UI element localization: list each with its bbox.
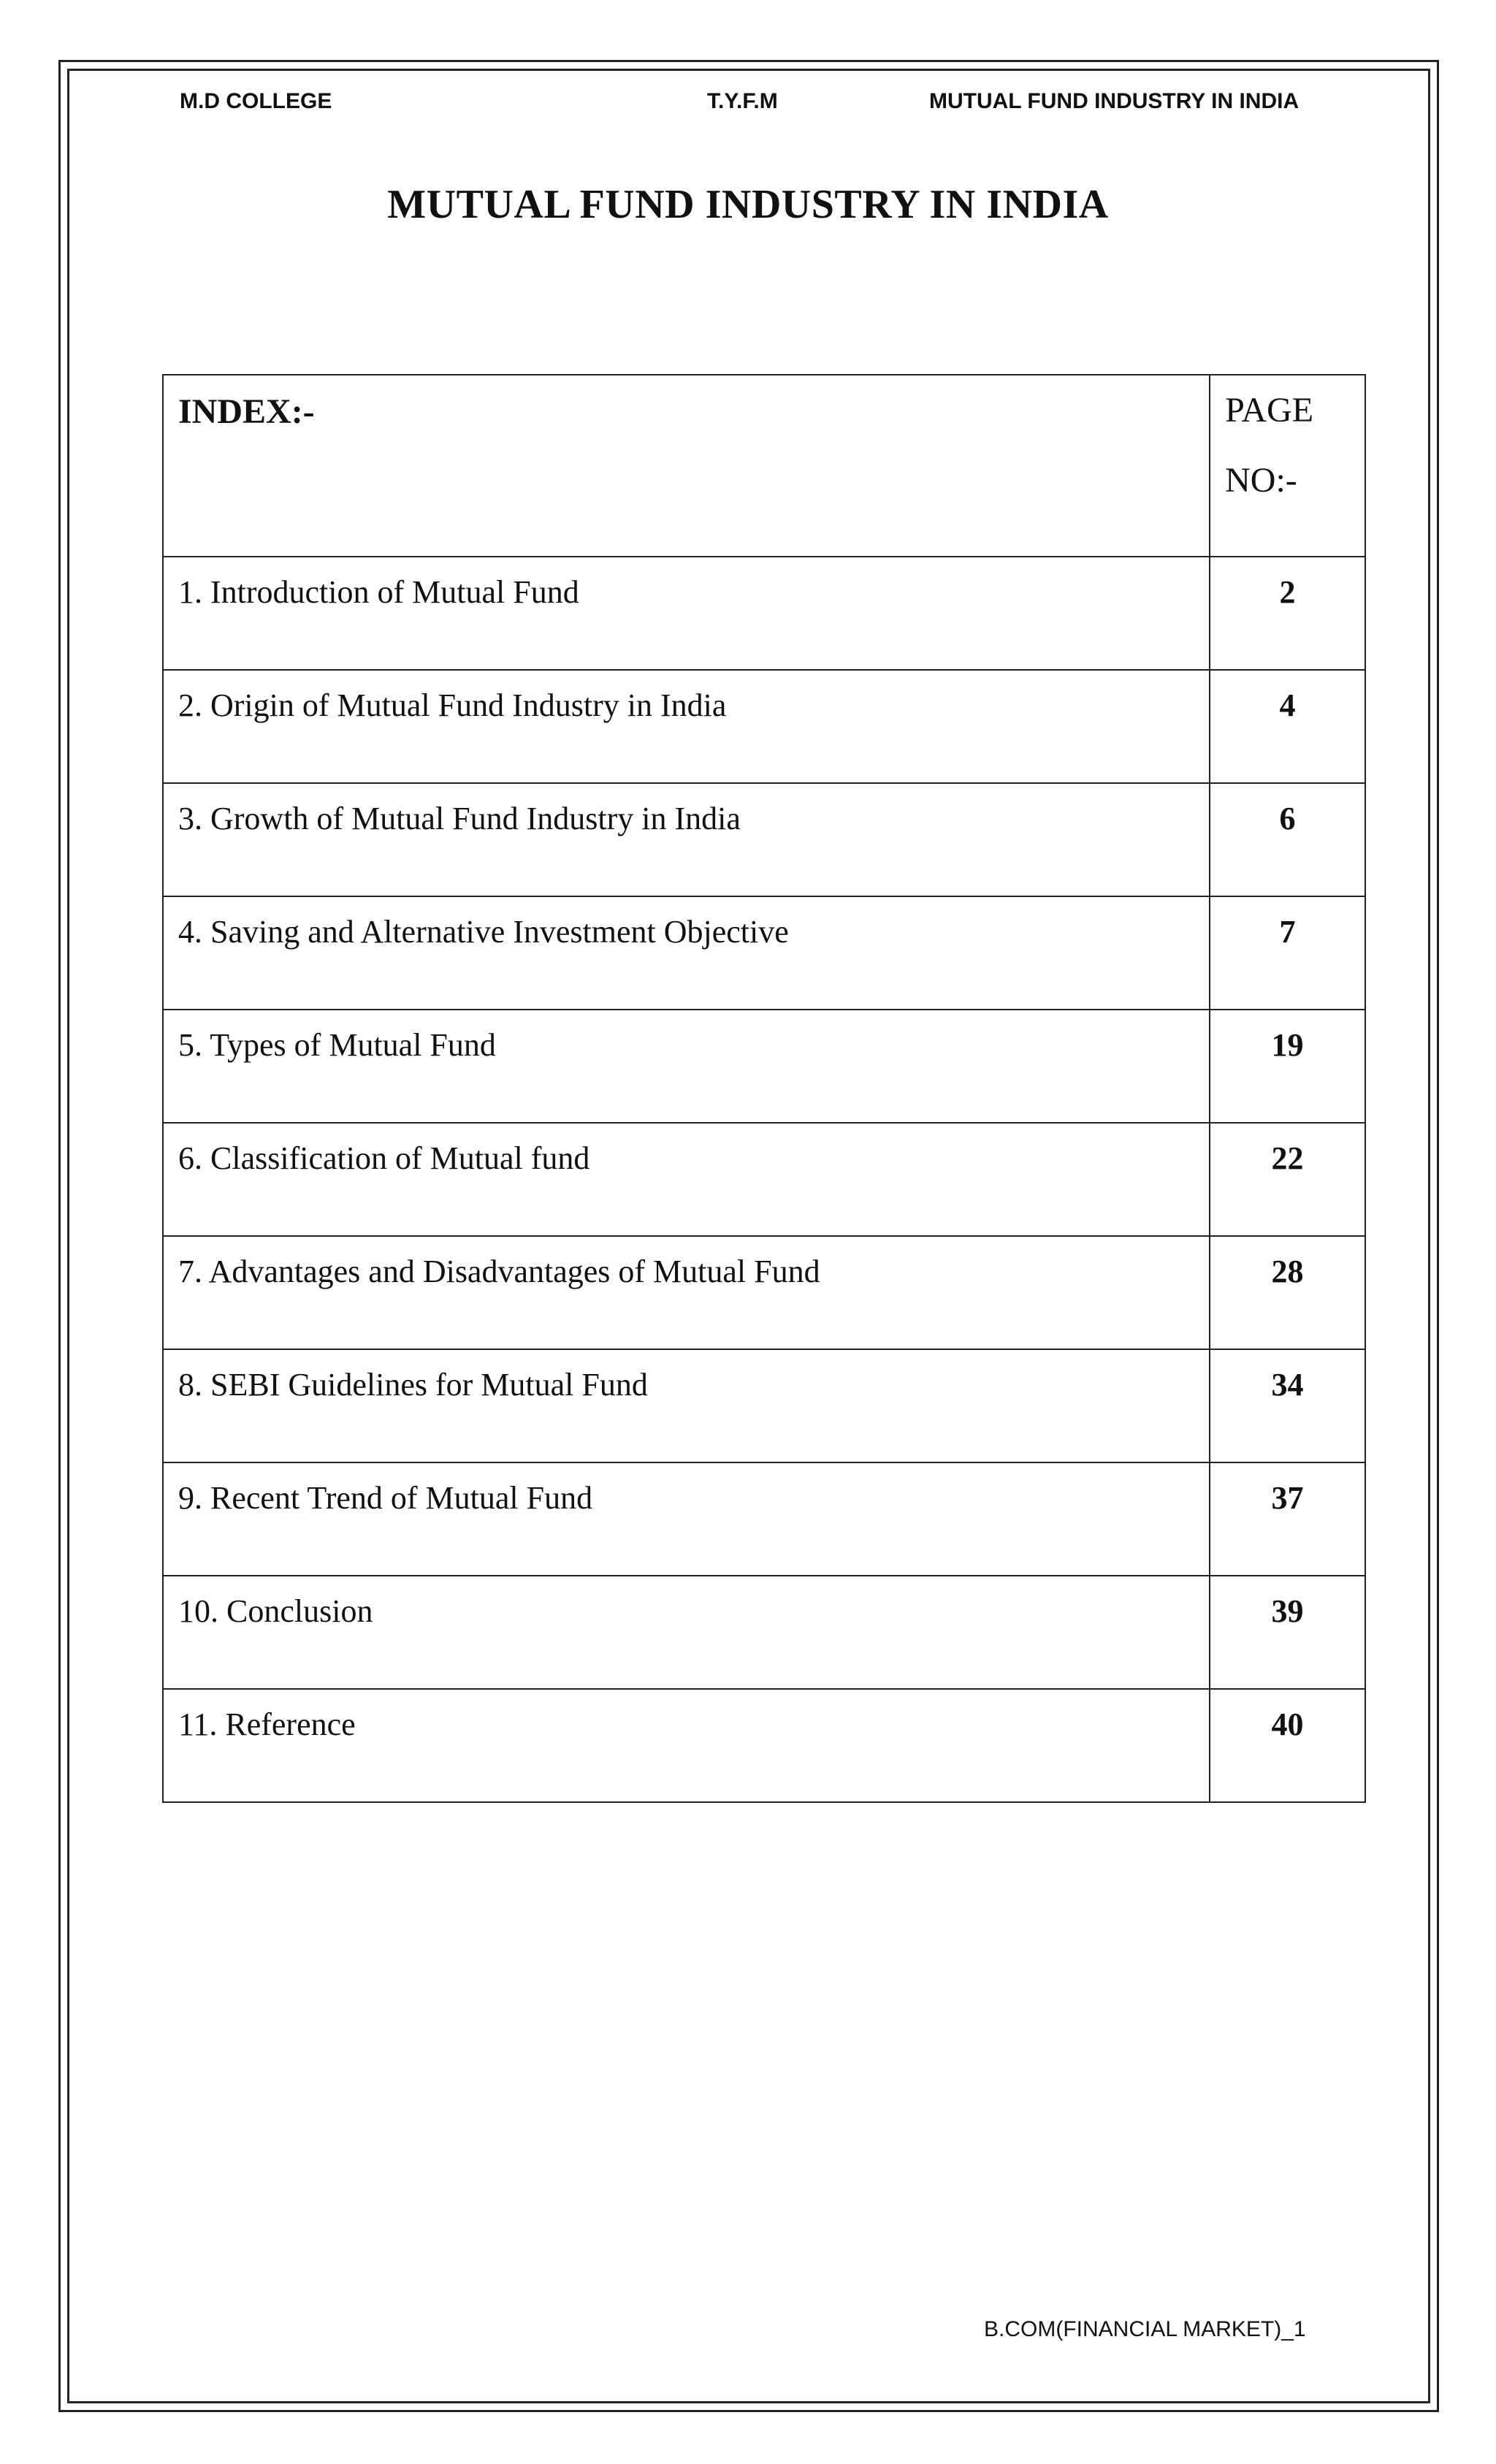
index-page-number: 28	[1210, 1236, 1365, 1349]
index-page-number: 6	[1210, 783, 1365, 896]
index-topic: 2. Origin of Mutual Fund Industry in India	[163, 670, 1210, 783]
page-label-line2: NO:-	[1225, 461, 1297, 500]
table-row	[163, 1349, 1365, 1462]
index-header-row	[163, 375, 1365, 557]
table-row	[163, 670, 1365, 783]
table-row	[163, 1123, 1365, 1236]
table-row	[163, 896, 1365, 1010]
index-topic: 8. SEBI Guidelines for Mutual Fund	[163, 1349, 1210, 1462]
index-page-number: 37	[1210, 1462, 1365, 1576]
index-page-number: 40	[1210, 1689, 1365, 1802]
index-page-number: 22	[1210, 1123, 1365, 1236]
table-row	[163, 1689, 1365, 1802]
index-topic: 5. Types of Mutual Fund	[163, 1010, 1210, 1123]
table-row	[163, 783, 1365, 896]
index-page-number: 34	[1210, 1349, 1365, 1462]
index-page-number: 7	[1210, 896, 1365, 1010]
index-table	[162, 374, 1366, 1803]
index-topic: 10. Conclusion	[163, 1576, 1210, 1689]
page-no-label	[1210, 375, 1365, 516]
index-label: INDEX:-	[178, 392, 315, 431]
table-row	[163, 1576, 1365, 1689]
index-page-number: 2	[1210, 557, 1365, 670]
table-row	[163, 1010, 1365, 1123]
index-topic: 11. Reference	[163, 1689, 1210, 1802]
index-topic: 6. Classification of Mutual fund	[163, 1123, 1210, 1236]
header-subject: MUTUAL FUND INDUSTRY IN INDIA	[929, 89, 1300, 113]
page-title: MUTUAL FUND INDUSTRY IN INDIA	[387, 182, 1109, 227]
table-row	[163, 557, 1365, 670]
index-page-number: 4	[1210, 670, 1365, 783]
index-topic: 9. Recent Trend of Mutual Fund	[163, 1462, 1210, 1576]
page-no-header-cell	[1210, 375, 1365, 557]
page-footer: B.COM(FINANCIAL MARKET)_1	[984, 2317, 1306, 2341]
header-course: T.Y.F.M	[707, 89, 778, 113]
table-row	[163, 1462, 1365, 1576]
index-topic: 4. Saving and Alternative Investment Objective	[163, 896, 1210, 1010]
table-row	[163, 1236, 1365, 1349]
header-college: M.D COLLEGE	[180, 89, 332, 113]
index-topic: 7. Advantages and Disadvantages of Mutual Fund	[163, 1236, 1210, 1349]
index-page-number: 39	[1210, 1576, 1365, 1689]
page-label-line1: PAGE	[1225, 391, 1314, 430]
index-topic: 1. Introduction of Mutual Fund	[163, 557, 1210, 670]
index-page-number: 19	[1210, 1010, 1365, 1123]
index-topic: 3. Growth of Mutual Fund Industry in India	[163, 783, 1210, 896]
index-header-cell	[163, 375, 1210, 557]
